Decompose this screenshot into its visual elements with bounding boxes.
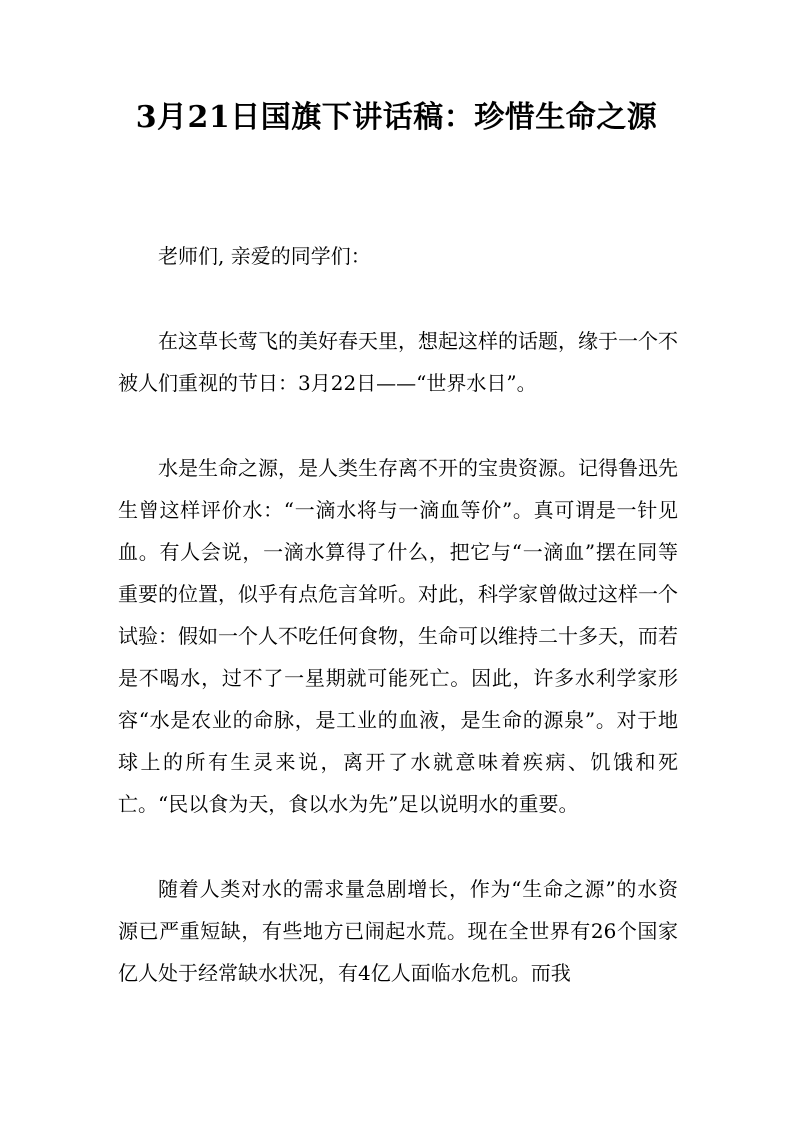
paragraph-greeting: 老师们, 亲爱的同学们：: [158, 244, 371, 268]
paragraph-intro: 在这草长莺飞的美好春天里，想起这样的话题，缘于一个不被人们重视的节日：3月22日——“世界水日”。: [118, 329, 678, 395]
document-body: [118, 235, 678, 1037]
paragraph-water-shortage: 随着人类对水的需求量急剧增长，作为“生命之源”的水资源已严重短缺，有些地方已闹起水荒。现在全世界有26个国家亿人处于经常缺水状况，有4亿人面临水危机。而我: [118, 877, 678, 985]
paragraph-water-importance: 水是生命之源，是人类生存离不开的宝贵资源。记得鲁迅先生曾这样评价水：“一滴水将与一滴血等价”。真可谓是一针见血。有人会说，一滴水算得了什么，把它与“一滴血”摆在同等重要的位置，似乎有点危言耸听。对此，科学家曾做过这样一个试验：假如一个人不吃任何食物，生命可以维持二十多天，而若是不喝水，过不了一星期就可能死亡。因此，许多水利学家形容“水是农业的命脉，是工业的血液，是生命的源泉”。对于地球上的所有生灵来说，离开了水就意味着疾病、饥饿和死亡。“民以食为天，食以水为先”足以说明水的重要。: [118, 456, 678, 816]
document-title: 3月21日国旗下讲话稿：珍惜生命之源: [135, 100, 658, 135]
